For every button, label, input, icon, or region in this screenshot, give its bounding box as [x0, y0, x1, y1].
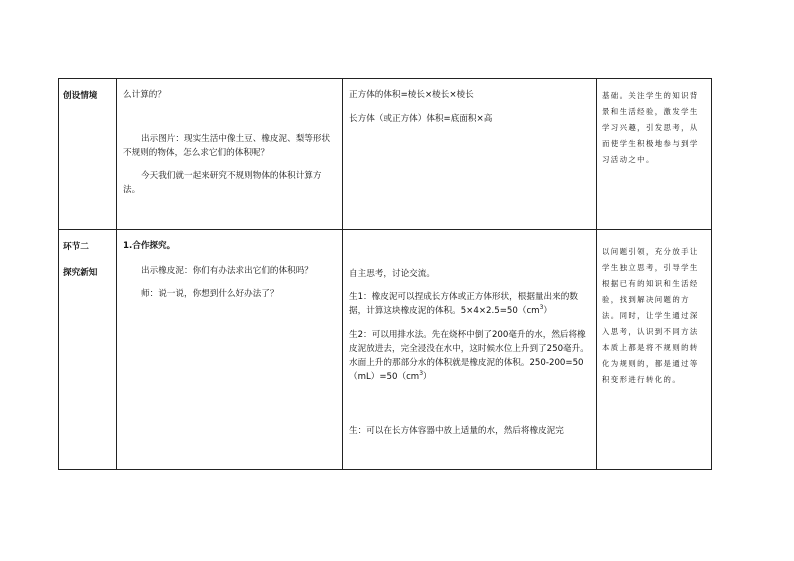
student-activity-cell: [343, 230, 597, 470]
design-intent-cell: [597, 79, 712, 230]
section-cell: [59, 230, 117, 470]
formula-cube: 正方体的体积=棱长×棱长×棱长: [349, 90, 474, 100]
section-label: 探究新知: [63, 268, 98, 278]
student-answer-3: 生：可以在长方体容器中放上适量的水，然后将橡皮泥完: [349, 426, 564, 436]
student-text: ）: [423, 372, 432, 382]
student-text: ）: [543, 306, 552, 316]
design-intent-cell: [597, 230, 712, 470]
table-row-explore: [59, 230, 712, 470]
teacher-text: 出示橡皮泥：你们有办法求出它们的体积吗？: [141, 266, 313, 276]
section-label: 环节二: [63, 242, 89, 252]
table-row-create-situation: [59, 79, 712, 230]
teacher-activity-cell: [117, 230, 343, 470]
unit-exponent: 3: [539, 304, 544, 312]
student-text: 生2：可以用排水法。先在烧杯中倒了200毫升的水，然后将橡皮泥放进去，完全浸没在水中，这时候水位上升到了250毫升。水面上升的那部分水的体积就是橡皮泥的体积。250-200=50（mL）=50（cm: [349, 330, 589, 382]
section-cell: [59, 79, 117, 230]
design-intent-text: 基础。关注学生的知识背景和生活经验，激发学生学习兴趣，引发思考，从而使学生积极地参与到学习活动之中。: [602, 91, 699, 164]
teacher-text: 师：说一说，你想到什么好办法了？: [141, 289, 279, 299]
student-activity-cell: [343, 79, 597, 230]
teacher-text: 今天我们就一起来研究不规则物体的体积计算方法。: [123, 171, 322, 195]
student-text: 自主思考，讨论交流。: [349, 269, 435, 279]
teacher-text: 么计算的？: [123, 90, 166, 100]
student-answer-1: [349, 290, 590, 318]
teacher-activity-cell: [117, 79, 343, 230]
formula-cuboid: 长方体（或正方体）体积=底面积×高: [349, 114, 493, 124]
teacher-text: 出示图片：现实生活中像土豆、橡皮泥、梨等形状不规则的物体，怎么求它们的体积呢？: [123, 134, 331, 158]
lesson-plan-table: [58, 78, 712, 470]
section-label: 创设情境: [63, 91, 98, 101]
step-heading: 1.合作探究。: [123, 241, 176, 251]
unit-exponent: 3: [419, 370, 424, 378]
student-text: 生1：橡皮泥可以捏成长方体或正方体形状，根据量出来的数据，计算这块橡皮泥的体积。5×4×2.5=50（cm: [349, 292, 578, 316]
student-answer-2: [349, 328, 590, 384]
design-intent-text: 以问题引领，充分放手让学生独立思考，引导学生根据已有的知识和生活经验，找到解决问题的方法。同时，让学生通过深入思考，认识到不同方法本质上都是将不规则的转化为规则的，都是通过等积变形进行转化的。: [602, 247, 699, 384]
